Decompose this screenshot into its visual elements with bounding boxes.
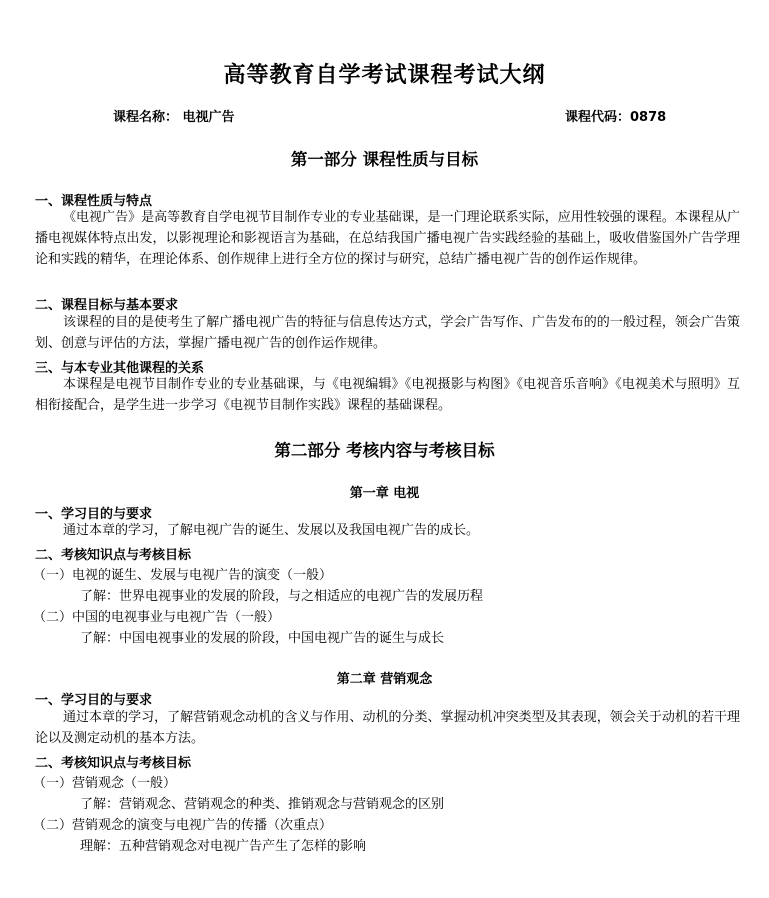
part2-title: 第二部分 考核内容与考核目标 [274,441,495,460]
knowledge-detail: 理解：五种营销观念对电视广告产生了怎样的影响 [80,839,367,854]
document-title: 高等教育自学考试课程考试大纲 [223,63,546,88]
knowledge-point: （二）营销观念的演变与电视广告的传播（次重点） [33,818,333,833]
knowledge-point: （二）中国的电视事业与电视广告（一般） [33,610,281,625]
section-paragraph: 通过本章的学习，了解营销观念动机的含义与作用、动机的分类、掌握动机冲突类型及其表现，领会关于动机的若干理论以及测定动机的基本方法。 [35,710,740,746]
section-paragraph: 该课程的目的是使考生了解广播电视广告的特征与信息传达方式，学会广告写作、广告发布的的一般过程，领会广告策划、创意与评估的方法，掌握广播电视广告的创作运作规律。 [35,315,740,351]
section-heading: 二、课程目标与基本要求 [35,298,179,313]
chapter-title: 第一章 电视 [349,486,420,501]
part1-title: 第一部分 课程性质与目标 [290,150,479,169]
section-paragraph: 本课程是电视节目制作专业的专业基础课，与《电视编辑》《电视摄影与构图》《电视音乐音响》《电视美术与照明》互相衔接配合，是学生进一步学习《电视节目制作实践》课程的基础课程。 [35,377,740,413]
section-heading: 三、与本专业其他课程的关系 [35,361,205,376]
knowledge-detail: 了解：中国电视事业的发展的阶段，中国电视广告的诞生与成长 [80,631,445,646]
course-code: 课程代码：0878 [565,110,667,125]
section-heading: 一、课程性质与特点 [35,194,153,209]
knowledge-point: （一）营销观念（一般） [33,776,177,791]
section-heading: 一、学习目的与要求 [35,693,153,708]
section-paragraph: 通过本章的学习，了解电视广告的诞生、发展以及我国电视广告的成长。 [63,523,480,538]
knowledge-detail: 了解：营销观念、营销观念的种类、推销观念与营销观念的区别 [80,797,445,812]
section-heading: 二、考核知识点与考核目标 [35,548,192,563]
chapter-title: 第二章 营销观念 [336,672,433,687]
section-paragraph: 《电视广告》是高等教育自学电视节目制作专业的专业基础课，是一门理论联系实际，应用性较强的课程。本课程从广播电视媒体特点出发，以影视理论和影视语言为基础，在总结我国广播电视广告实践经验的基础上，吸收借鉴国外广告学理论和实践的精华，在理论体系、创作规律上进行全方位的探讨与研究，总结广播电视广告的创作运作规律。 [35,210,740,267]
section-heading: 一、学习目的与要求 [35,507,153,522]
course-name: 课程名称： 电视广告 [113,110,235,125]
section-heading: 二、考核知识点与考核目标 [35,756,192,771]
knowledge-point: （一）电视的诞生、发展与电视广告的演变（一般） [33,568,333,583]
knowledge-detail: 了解：世界电视事业的发展的阶段，与之相适应的电视广告的发展历程 [80,589,484,604]
